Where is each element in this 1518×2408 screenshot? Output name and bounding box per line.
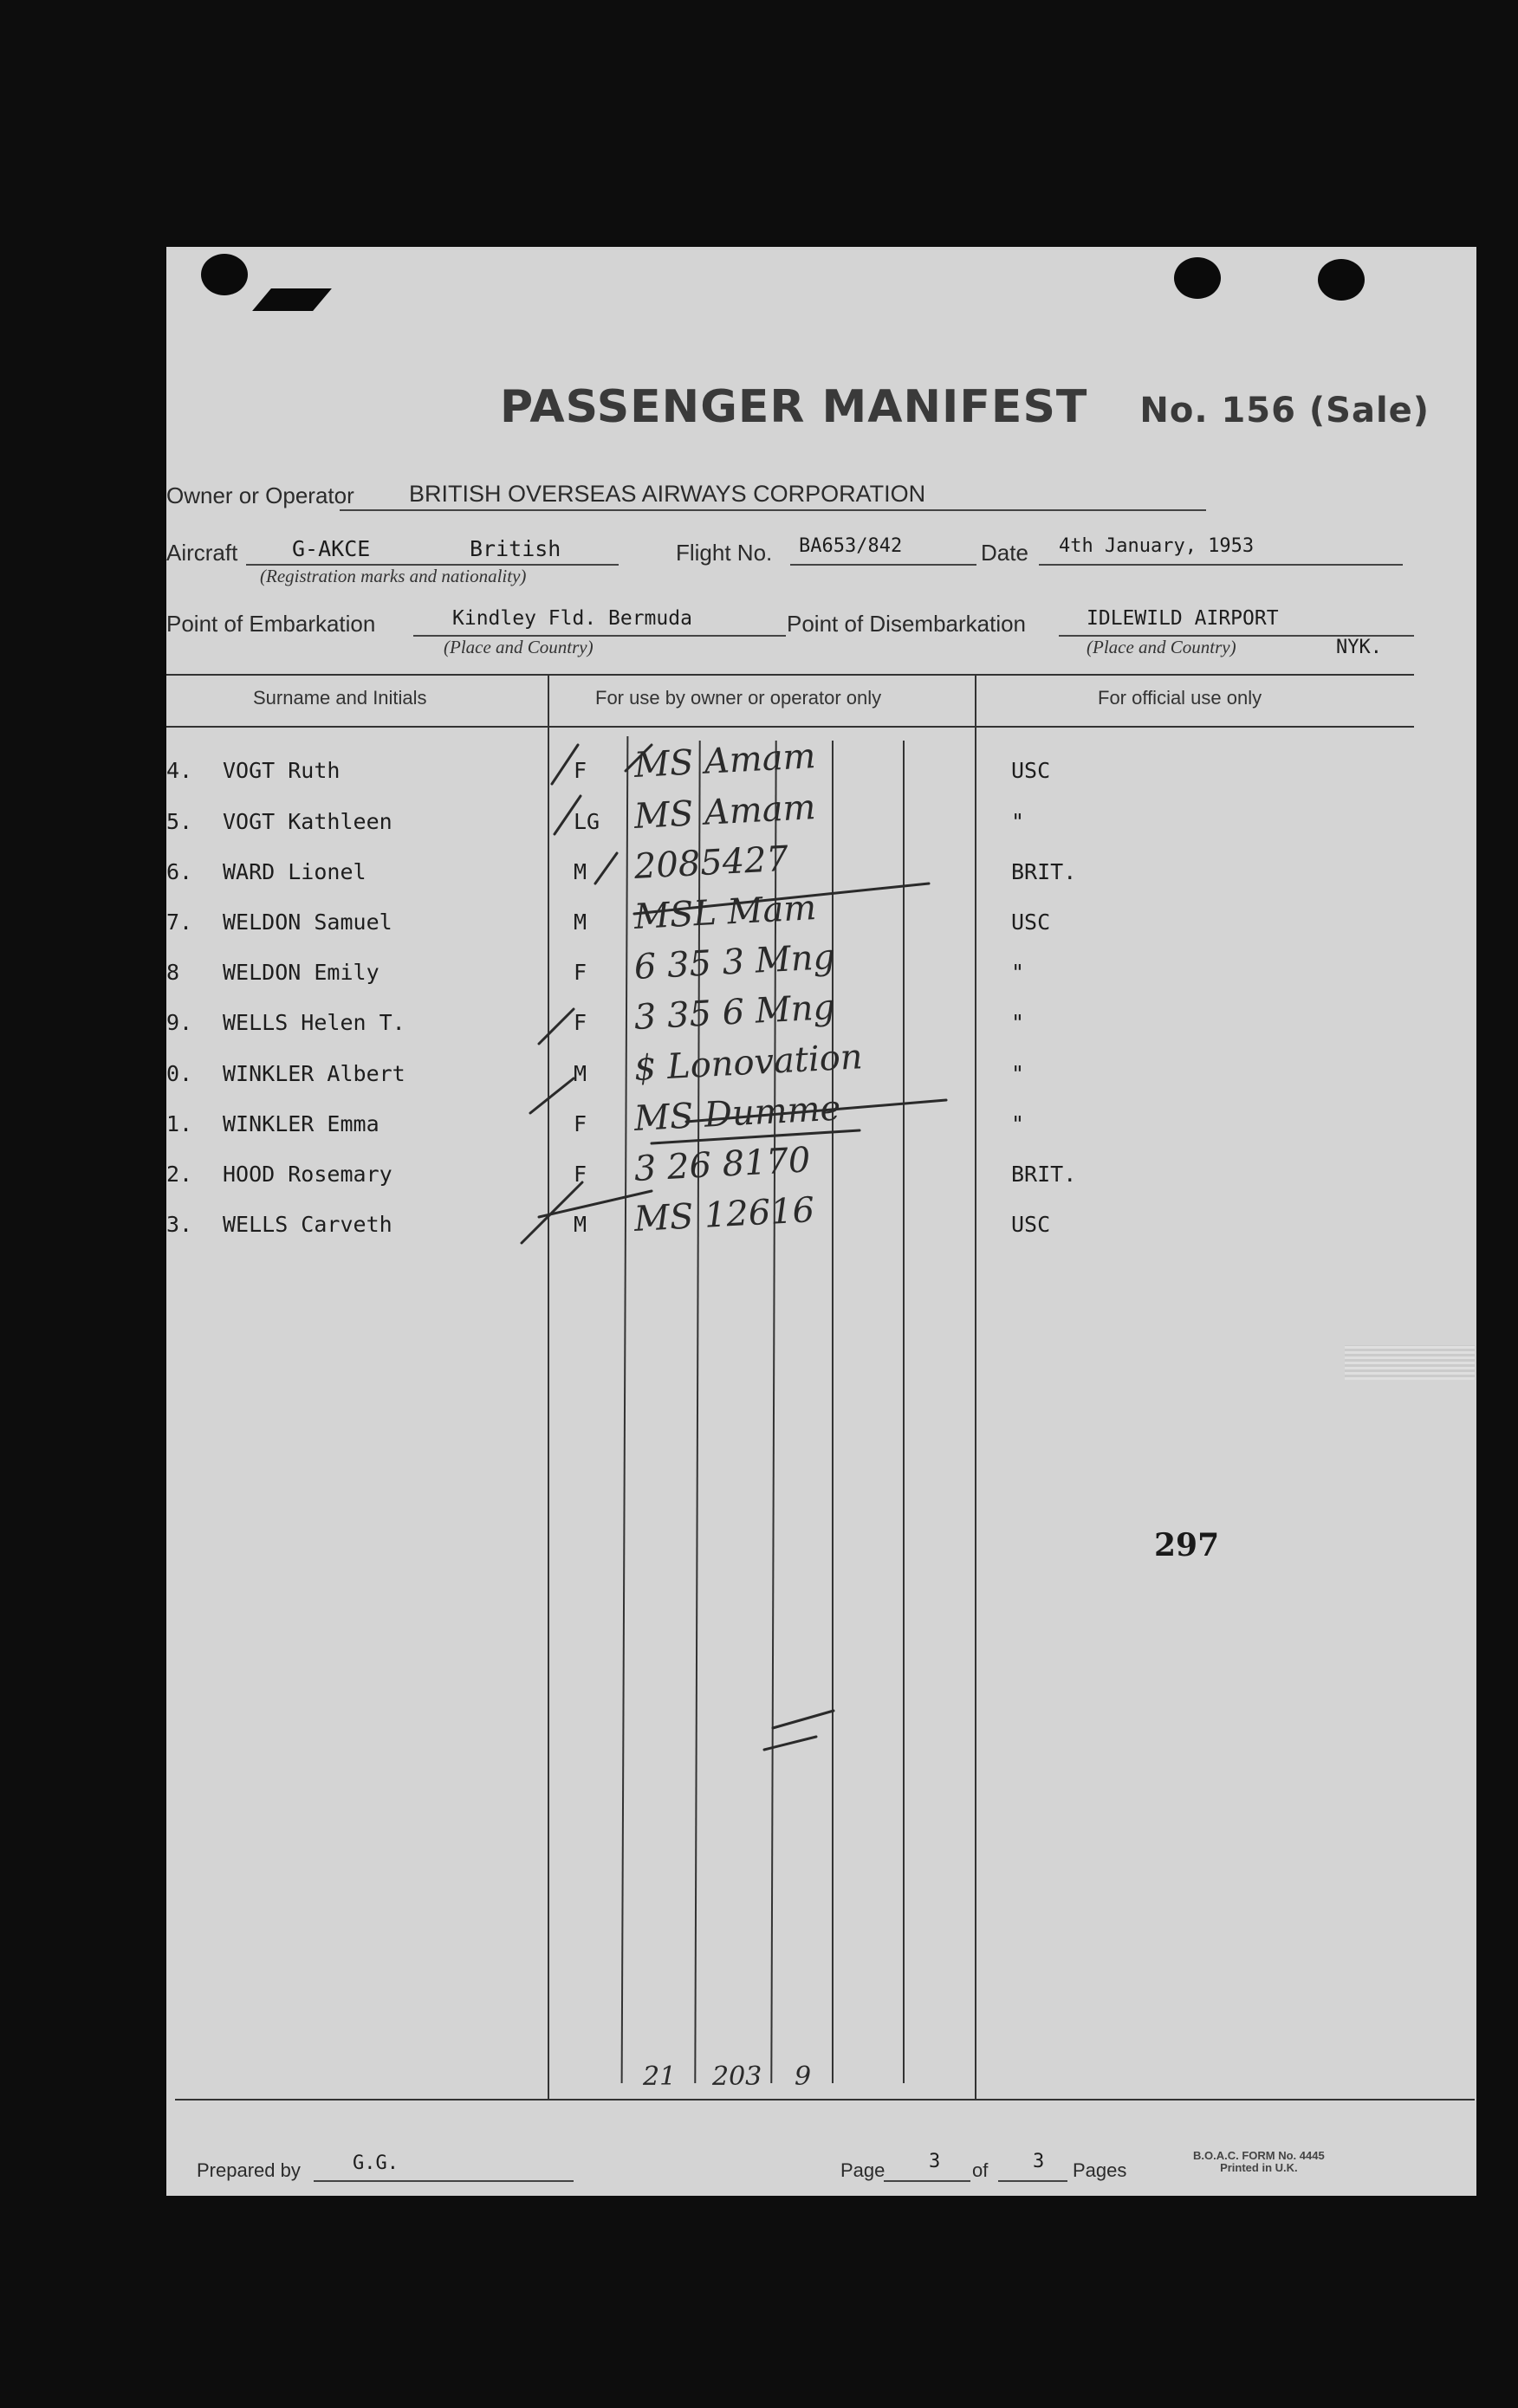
passenger-sex: M xyxy=(574,1212,587,1237)
disembarkation-city: NYK. xyxy=(1336,637,1382,658)
totals-rule xyxy=(175,2099,1475,2101)
of-value: 3 xyxy=(1033,2151,1045,2172)
row-number: 2. xyxy=(166,1162,193,1187)
disembarkation-hint: (Place and Country) xyxy=(1087,637,1236,657)
column-header-surname: Surname and Initials xyxy=(253,687,427,709)
manifest-number: No. 156 (Sale) xyxy=(1139,391,1430,430)
prepared-value: G.G. xyxy=(353,2152,399,2174)
passenger-name: WINKLER Emma xyxy=(223,1111,380,1136)
pages-label: Pages xyxy=(1073,2159,1127,2181)
flight-label: Flight No. xyxy=(676,540,773,566)
page-underline xyxy=(884,2180,970,2182)
date-label: Date xyxy=(981,540,1028,566)
passenger-sex: M xyxy=(574,859,587,884)
page-label: Page xyxy=(840,2159,886,2181)
manifest-page xyxy=(166,247,1476,2196)
row-number: 1. xyxy=(166,1111,193,1136)
owner-handwritten-note: MS 12616 xyxy=(632,1190,816,1240)
prepared-label: Prepared by xyxy=(197,2159,301,2181)
passenger-nationality: " xyxy=(1011,809,1025,834)
smudge xyxy=(1345,1345,1475,1380)
passenger-sex: F xyxy=(574,1162,587,1187)
passenger-nationality: USC xyxy=(1011,758,1051,783)
row-number: 9. xyxy=(166,1010,193,1035)
row-number: 6. xyxy=(166,859,193,884)
stamp-number: 297 xyxy=(1154,1527,1220,1563)
date-value: 4th January, 1953 xyxy=(1059,535,1255,557)
owner-handwritten-note: 3 35 6 Mng xyxy=(632,987,837,1038)
form-line-1: B.O.A.C. FORM No. 4445 xyxy=(1193,2149,1325,2162)
owner-label: Owner or Operator xyxy=(166,482,354,508)
owner-handwritten-note: $ Lonovation xyxy=(632,1037,864,1089)
passenger-sex: F xyxy=(574,758,587,783)
owner-handwritten-note: 2085427 xyxy=(632,838,790,887)
handwritten-marks xyxy=(166,247,1476,2196)
row-number: 3. xyxy=(166,1212,193,1237)
flight-value: BA653/842 xyxy=(799,535,903,557)
passenger-sex: M xyxy=(574,1061,587,1086)
aircraft-label: Aircraft xyxy=(166,540,238,566)
of-underline xyxy=(998,2180,1067,2182)
passenger-nationality: " xyxy=(1011,1061,1025,1086)
total-value: 21 xyxy=(643,2062,677,2092)
embarkation-hint: (Place and Country) xyxy=(444,637,594,657)
aircraft-registration: G-AKCE xyxy=(292,536,371,561)
passenger-name: WARD Lionel xyxy=(223,859,367,884)
owner-value: BRITISH OVERSEAS AIRWAYS CORPORATION xyxy=(409,481,926,507)
row-number: 4. xyxy=(166,758,193,783)
row-number: 7. xyxy=(166,909,193,935)
passenger-name: HOOD Rosemary xyxy=(223,1162,392,1187)
row-number: 0. xyxy=(166,1061,193,1086)
owner-handwritten-note: MSL Mam xyxy=(632,888,818,937)
row-number: 5. xyxy=(166,809,193,834)
form-identifier xyxy=(1193,2150,1325,2174)
aircraft-hint: (Registration marks and nationality) xyxy=(260,566,527,586)
passenger-sex: F xyxy=(574,1111,587,1136)
passenger-nationality: " xyxy=(1011,960,1025,985)
owner-handwritten-note: MS Amam xyxy=(632,787,817,837)
passenger-sex: M xyxy=(574,909,587,935)
passenger-nationality: USC xyxy=(1011,909,1051,935)
form-line-2: Printed in U.K. xyxy=(1220,2161,1298,2174)
passenger-name: WELDON Emily xyxy=(223,960,380,985)
page-value: 3 xyxy=(929,2151,941,2172)
owner-handwritten-note: 3 26 8170 xyxy=(632,1140,812,1189)
aircraft-nationality: British xyxy=(470,536,561,561)
passenger-nationality: " xyxy=(1011,1111,1025,1136)
row-number: 8 xyxy=(166,960,180,985)
passenger-nationality: BRIT. xyxy=(1011,1162,1077,1187)
disembarkation-value: IDLEWILD AIRPORT xyxy=(1087,607,1279,630)
owner-handwritten-note: MS Dumme xyxy=(632,1088,842,1139)
passenger-name: WINKLER Albert xyxy=(223,1061,405,1086)
owner-handwritten-note: 6 35 3 Mng xyxy=(632,936,837,987)
total-value: 203 xyxy=(712,2062,762,2092)
embarkation-label: Point of Embarkation xyxy=(166,611,376,637)
passenger-sex: LG xyxy=(574,809,600,834)
column-header-owner: For use by owner or operator only xyxy=(595,687,882,709)
embarkation-value: Kindley Fld. Bermuda xyxy=(452,607,692,630)
passenger-sex: F xyxy=(574,960,587,985)
passenger-name: VOGT Ruth xyxy=(223,758,341,783)
column-header-official: For official use only xyxy=(1098,687,1262,709)
of-label: of xyxy=(972,2159,989,2181)
prepared-underline xyxy=(314,2180,574,2182)
owner-handwritten-note: MS Amam xyxy=(632,736,817,786)
passenger-name: WELDON Samuel xyxy=(223,909,392,935)
passenger-name: WELLS Helen T. xyxy=(223,1010,405,1035)
passenger-nationality: " xyxy=(1011,1010,1025,1035)
passenger-nationality: BRIT. xyxy=(1011,859,1077,884)
title-text: PASSENGER MANIFEST xyxy=(500,381,1088,433)
passenger-name: WELLS Carveth xyxy=(223,1212,392,1237)
passenger-sex: F xyxy=(574,1010,587,1035)
disembarkation-label: Point of Disembarkation xyxy=(787,611,1027,637)
passenger-name: VOGT Kathleen xyxy=(223,809,392,834)
passenger-nationality: USC xyxy=(1011,1212,1051,1237)
total-value: 9 xyxy=(795,2062,812,2092)
